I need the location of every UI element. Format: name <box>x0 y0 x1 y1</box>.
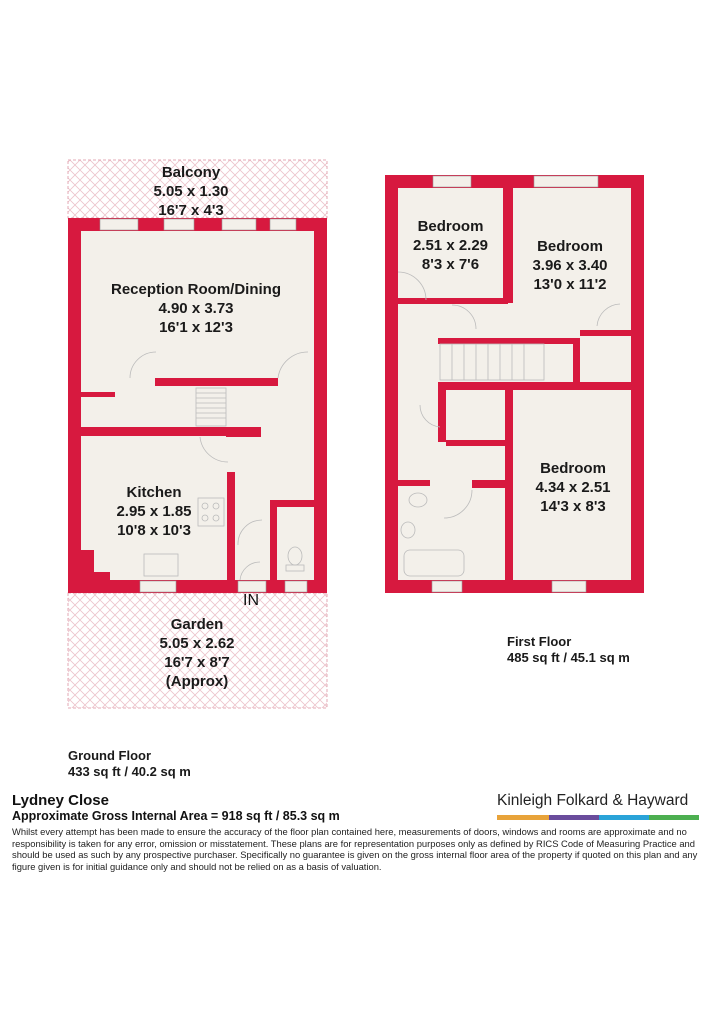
entrance-label: IN <box>243 592 259 609</box>
room-metric: 2.51 x 2.29 <box>412 237 489 254</box>
room-label-reception <box>96 280 296 337</box>
ground-floor-caption <box>68 748 191 780</box>
room-label-kitchen <box>94 483 214 540</box>
brand-name: Kinleigh Folkard & Hayward <box>497 792 689 809</box>
room-imperial: 16'7 x 4'3 <box>158 202 224 219</box>
brand-colour-bar <box>497 815 699 820</box>
room-label-bedroom-3 <box>518 459 628 516</box>
room-name: Bedroom <box>540 460 606 477</box>
caption-area: 433 sq ft / 40.2 sq m <box>68 764 191 779</box>
room-name: Kitchen <box>126 484 182 501</box>
room-name: Bedroom <box>537 238 603 255</box>
room-metric: 2.95 x 1.85 <box>116 503 192 520</box>
room-label-garden <box>117 615 277 691</box>
room-imperial: 16'7 x 8'7 <box>164 654 230 671</box>
room-metric: 5.05 x 2.62 <box>159 635 235 652</box>
room-imperial: 13'0 x 11'2 <box>533 276 607 293</box>
caption-title: Ground Floor <box>68 748 152 763</box>
room-imperial: 14'3 x 8'3 <box>540 498 606 515</box>
room-label-bedroom-2 <box>515 237 625 294</box>
first-floor-caption <box>507 634 630 666</box>
caption-title: First Floor <box>507 634 572 649</box>
caption-area: 485 sq ft / 45.1 sq m <box>507 650 630 665</box>
room-name: Balcony <box>161 164 221 181</box>
room-imperial: 8'3 x 7'6 <box>421 256 480 273</box>
room-name: Bedroom <box>417 218 484 235</box>
room-metric: 4.90 x 3.73 <box>158 300 234 317</box>
room-name: Reception Room/Dining <box>111 281 281 298</box>
room-label-bedroom-1 <box>398 217 503 274</box>
room-label-balcony <box>111 163 271 220</box>
room-metric: 3.96 x 3.40 <box>532 257 608 274</box>
room-name: Garden <box>170 616 224 633</box>
disclaimer-text: Whilst every attempt has been made to ensure the accuracy of the floor plan contained here, measurements of doors, windows and rooms are approximate and no responsibility is taken for any error, omission or misstatement. These plans are for representation purposes only as defined by RICS Code of Measuring Practice and should be used as such by any prospective purchaser. Specifically no guarantee is given on the gross internal floor area of the property if quoted on this plan and any figure given is for initial guidance only and should not be relied on as a basis of valuation. <box>12 826 698 872</box>
room-imperial: 16'1 x 12'3 <box>159 319 233 336</box>
room-note: (Approx) <box>165 673 229 690</box>
room-metric: 5.05 x 1.30 <box>153 183 229 200</box>
room-metric: 4.34 x 2.51 <box>535 479 611 496</box>
property-name: Lydney Close <box>12 792 109 809</box>
gross-internal-area: Approximate Gross Internal Area = 918 sq ft / 85.3 sq m <box>12 809 340 823</box>
room-imperial: 10'8 x 10'3 <box>117 522 191 539</box>
